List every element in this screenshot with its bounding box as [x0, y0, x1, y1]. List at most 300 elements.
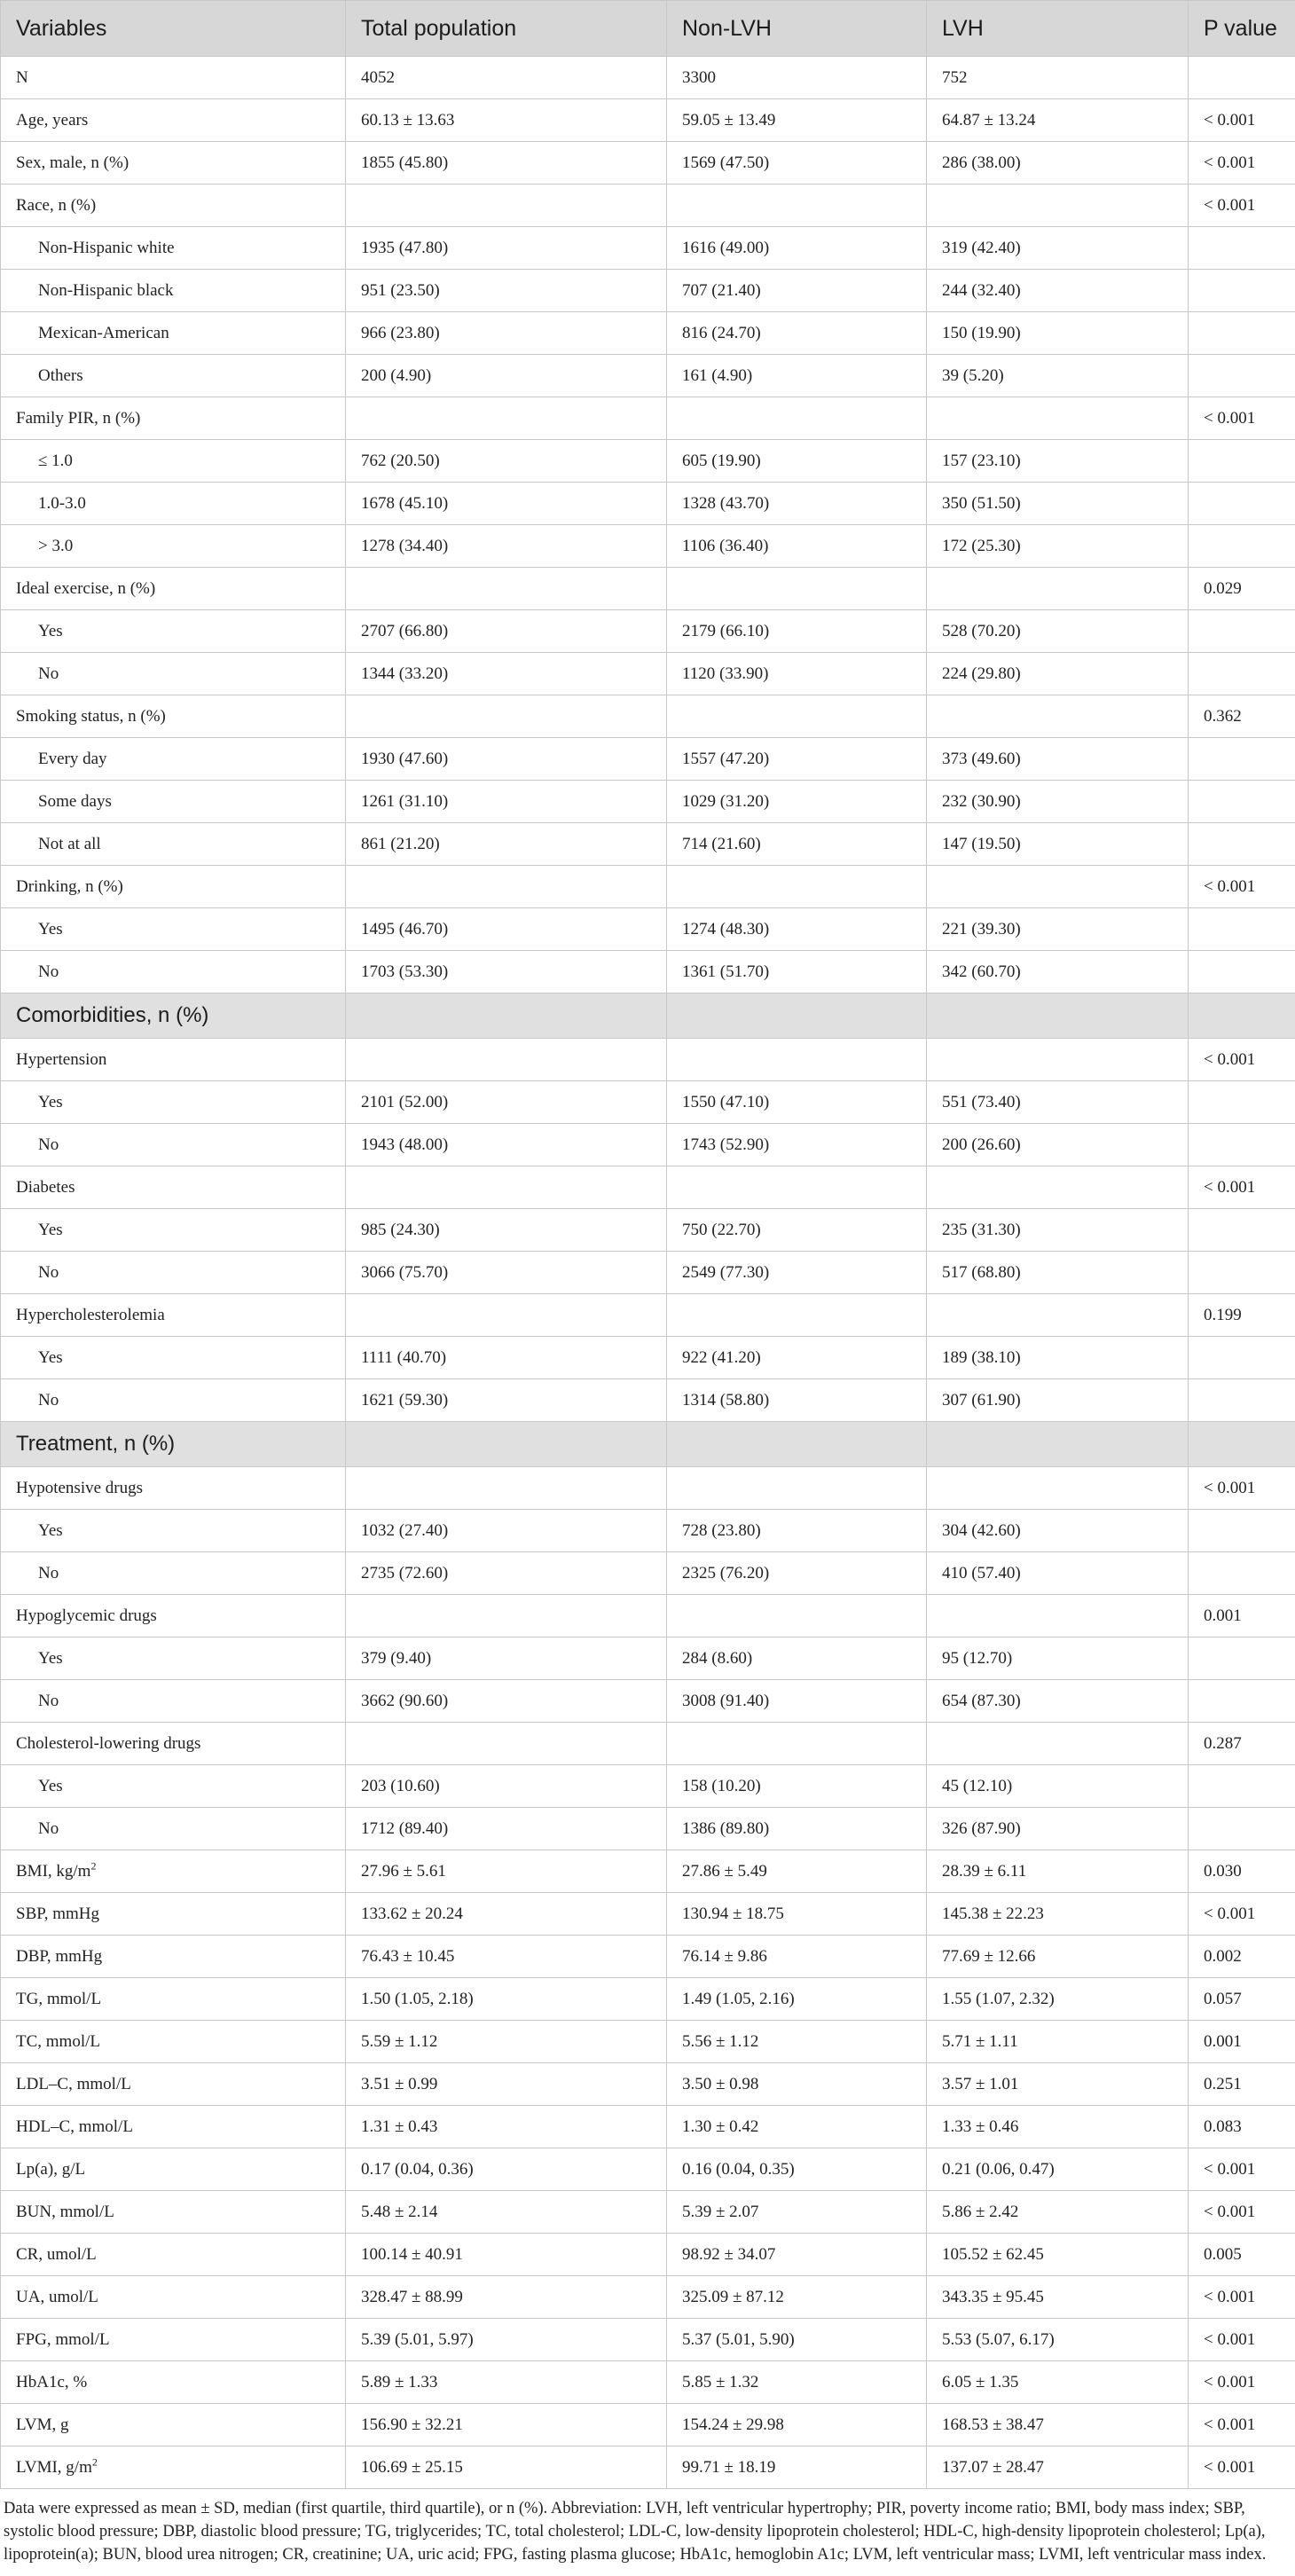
cell-text: 1386 (89.80)	[682, 1818, 770, 1838]
table-row	[1, 2446, 1295, 2489]
cell-text: No	[38, 1818, 59, 1838]
cell-text: < 0.001	[1204, 110, 1256, 130]
cell-text: 189 (38.10)	[942, 1347, 1021, 1367]
cell-text: 200 (4.90)	[361, 365, 432, 385]
cell-text: Some days	[38, 791, 112, 811]
non-lvh-cell	[667, 610, 927, 653]
variable-cell	[1, 1422, 346, 1467]
cell-text: 64.87 ± 13.24	[942, 110, 1036, 130]
p-value-cell	[1189, 1850, 1295, 1893]
cell-text: 0.002	[1204, 1946, 1242, 1966]
variable-cell	[1, 2404, 346, 2446]
cell-text: Every day	[38, 749, 107, 768]
lvh-cell	[927, 695, 1189, 738]
table-row	[1, 1379, 1295, 1422]
p-value-cell	[1189, 1337, 1295, 1379]
lvh-cell	[927, 1422, 1189, 1467]
lvh-cell	[927, 1808, 1189, 1850]
table-row	[1, 1637, 1295, 1680]
variable-cell	[1, 2276, 346, 2319]
non-lvh-cell	[667, 2234, 927, 2276]
total-population-cell	[346, 2191, 667, 2234]
cell-text: 2549 (77.30)	[682, 1262, 770, 1282]
non-lvh-cell	[667, 1422, 927, 1467]
table-row	[1, 2404, 1295, 2446]
non-lvh-cell	[667, 1850, 927, 1893]
non-lvh-cell	[667, 1081, 927, 1124]
variable-cell	[1, 397, 346, 440]
lvh-cell	[927, 908, 1189, 951]
cell-text: 3662 (90.60)	[361, 1691, 449, 1710]
cell-text: Drinking, n (%)	[16, 876, 123, 896]
cell-text: Yes	[38, 621, 63, 640]
non-lvh-cell	[667, 2191, 927, 2234]
variable-cell	[1, 781, 346, 823]
total-population-cell	[346, 2106, 667, 2148]
variable-cell	[1, 610, 346, 653]
cell-text: 137.07 ± 28.47	[942, 2457, 1044, 2477]
cell-text: 76.43 ± 10.45	[361, 1946, 455, 1966]
cell-text: UA, umol/L	[16, 2287, 98, 2306]
p-value-cell	[1189, 1808, 1295, 1850]
variable-cell	[1, 951, 346, 993]
cell-text: 0.005	[1204, 2244, 1242, 2264]
variable-cell	[1, 227, 346, 270]
total-population-cell	[346, 1978, 667, 2021]
variable-cell	[1, 483, 346, 525]
non-lvh-cell	[667, 993, 927, 1039]
variable-cell	[1, 1337, 346, 1379]
variable-cell	[1, 1637, 346, 1680]
cell-text: 76.14 ± 9.86	[682, 1946, 767, 1966]
unit-superscript: 2	[90, 1859, 97, 1873]
cell-text: HbA1c, %	[16, 2372, 88, 2391]
non-lvh-cell	[667, 1680, 927, 1723]
cell-text: 221 (39.30)	[942, 919, 1021, 939]
lvh-cell	[927, 738, 1189, 781]
total-population-cell	[346, 2021, 667, 2063]
cell-text: 5.56 ± 1.12	[682, 2031, 759, 2051]
cell-text: 77.69 ± 12.66	[942, 1946, 1036, 1966]
cell-text: 2101 (52.00)	[361, 1092, 449, 1111]
variable-cell	[1, 142, 346, 185]
variable-cell	[1, 2234, 346, 2276]
cell-text: 1930 (47.60)	[361, 749, 449, 768]
table-row	[1, 355, 1295, 397]
table-row	[1, 2148, 1295, 2191]
p-value-cell	[1189, 2191, 1295, 2234]
cell-text: DBP, mmHg	[16, 1946, 103, 1966]
non-lvh-cell	[667, 2148, 927, 2191]
cell-text: 1935 (47.80)	[361, 238, 449, 257]
lvh-cell	[927, 2021, 1189, 2063]
variable-cell	[1, 1379, 346, 1422]
table-row	[1, 1039, 1295, 1081]
variable-cell	[1, 1765, 346, 1808]
cell-text: 1274 (48.30)	[682, 919, 770, 939]
cell-text: < 0.001	[1204, 876, 1256, 896]
table-row	[1, 1850, 1295, 1893]
table-row	[1, 951, 1295, 993]
non-lvh-cell	[667, 397, 927, 440]
cell-text: 106.69 ± 25.15	[361, 2457, 463, 2477]
cell-text: 1.49 (1.05, 2.16)	[682, 1989, 795, 2008]
lvh-cell	[927, 1552, 1189, 1595]
cell-text: Yes	[38, 1220, 63, 1239]
cell-text: 350 (51.50)	[942, 493, 1021, 513]
cell-text: < 0.001	[1204, 195, 1256, 215]
variable-cell	[1, 1209, 346, 1252]
cell-text: 150 (19.90)	[942, 323, 1021, 342]
variable-cell	[1, 185, 346, 227]
cell-text: 5.71 ± 1.11	[942, 2031, 1018, 2051]
cell-text: 5.39 ± 2.07	[682, 2202, 759, 2221]
cell-text: 1943 (48.00)	[361, 1135, 449, 1154]
cell-text: 60.13 ± 13.63	[361, 110, 455, 130]
table-row	[1, 142, 1295, 185]
cell-text: Sex, male, n (%)	[16, 153, 130, 172]
cell-text: 5.85 ± 1.32	[682, 2372, 759, 2391]
cell-text: 0.287	[1204, 1733, 1242, 1753]
cell-text: 2707 (66.80)	[361, 621, 449, 640]
cell-text: 1361 (51.70)	[682, 962, 770, 981]
total-population-cell	[346, 1680, 667, 1723]
lvh-cell	[927, 1680, 1189, 1723]
total-population-cell	[346, 1893, 667, 1936]
non-lvh-cell	[667, 1765, 927, 1808]
p-value-cell	[1189, 227, 1295, 270]
total-population-cell	[346, 908, 667, 951]
total-population-cell	[346, 1166, 667, 1209]
total-population-cell	[346, 1337, 667, 1379]
cell-text: 1029 (31.20)	[682, 791, 770, 811]
non-lvh-cell	[667, 2021, 927, 2063]
cell-text: 2179 (66.10)	[682, 621, 770, 640]
variable-cell	[1, 2106, 346, 2148]
cell-text: 5.89 ± 1.33	[361, 2372, 438, 2391]
cell-text: 1.30 ± 0.42	[682, 2117, 759, 2136]
p-value-cell	[1189, 440, 1295, 483]
cell-text: Family PIR, n (%)	[16, 408, 141, 428]
table-row	[1, 227, 1295, 270]
cell-text: Yes	[38, 1092, 63, 1111]
total-population-cell	[346, 823, 667, 866]
table-row	[1, 1723, 1295, 1765]
cell-text: 232 (30.90)	[942, 791, 1021, 811]
cell-text: Smoking status, n (%)	[16, 706, 166, 726]
cell-text: 0.21 (0.06, 0.47)	[942, 2159, 1055, 2179]
total-population-cell	[346, 2063, 667, 2106]
table-row	[1, 1081, 1295, 1124]
non-lvh-cell	[667, 823, 927, 866]
variable-cell	[1, 1808, 346, 1850]
header-total-population: Total population	[346, 1, 667, 57]
total-population-cell	[346, 993, 667, 1039]
lvh-cell	[927, 1209, 1189, 1252]
cell-text: 98.92 ± 34.07	[682, 2244, 776, 2264]
cell-text: 373 (49.60)	[942, 749, 1021, 768]
cell-text: 1569 (47.50)	[682, 153, 770, 172]
table-row	[1, 185, 1295, 227]
table-row	[1, 653, 1295, 695]
cell-text: 235 (31.30)	[942, 1220, 1021, 1239]
lvh-cell	[927, 2063, 1189, 2106]
lvh-cell	[927, 185, 1189, 227]
total-population-cell	[346, 185, 667, 227]
table-row	[1, 2063, 1295, 2106]
cell-text: 4052	[361, 67, 395, 87]
lvh-cell	[927, 823, 1189, 866]
total-population-cell	[346, 142, 667, 185]
total-population-cell	[346, 653, 667, 695]
table-body	[1, 57, 1295, 2489]
cell-text: 200 (26.60)	[942, 1135, 1021, 1154]
p-value-cell	[1189, 1081, 1295, 1124]
variable-cell	[1, 568, 346, 610]
p-value-cell	[1189, 866, 1295, 908]
non-lvh-cell	[667, 1039, 927, 1081]
cell-text: < 0.001	[1204, 1177, 1256, 1197]
p-value-cell	[1189, 397, 1295, 440]
variable-cell	[1, 738, 346, 781]
cell-text: 728 (23.80)	[682, 1520, 761, 1540]
non-lvh-cell	[667, 1595, 927, 1637]
p-value-cell	[1189, 355, 1295, 397]
total-population-cell	[346, 440, 667, 483]
table-row	[1, 1680, 1295, 1723]
p-value-cell	[1189, 1893, 1295, 1936]
non-lvh-cell	[667, 1294, 927, 1337]
table-row	[1, 57, 1295, 99]
cell-text: < 0.001	[1204, 2329, 1256, 2349]
lvh-cell	[927, 57, 1189, 99]
cell-text: < 0.001	[1204, 1478, 1256, 1497]
table-row	[1, 99, 1295, 142]
p-value-cell	[1189, 312, 1295, 355]
cell-text: 307 (61.90)	[942, 1390, 1021, 1410]
non-lvh-cell	[667, 483, 927, 525]
p-value-cell	[1189, 142, 1295, 185]
total-population-cell	[346, 1422, 667, 1467]
section-header-row	[1, 993, 1295, 1039]
lvh-cell	[927, 1252, 1189, 1294]
cell-text: 3008 (91.40)	[682, 1691, 770, 1710]
table-row	[1, 1552, 1295, 1595]
cell-text: N	[16, 67, 28, 87]
total-population-cell	[346, 1209, 667, 1252]
p-value-cell	[1189, 1637, 1295, 1680]
cell-text: Yes	[38, 1347, 63, 1367]
total-population-cell	[346, 781, 667, 823]
cell-text: < 0.001	[1204, 2202, 1256, 2221]
non-lvh-cell	[667, 2404, 927, 2446]
cell-text: 154.24 ± 29.98	[682, 2415, 784, 2434]
cell-text: < 0.001	[1204, 2287, 1256, 2306]
variable-cell	[1, 2191, 346, 2234]
variable-cell	[1, 993, 346, 1039]
table-row	[1, 440, 1295, 483]
cell-text: Yes	[38, 1520, 63, 1540]
variable-cell	[1, 1294, 346, 1337]
variable-cell	[1, 1166, 346, 1209]
cell-text: CR, umol/L	[16, 2244, 97, 2264]
p-value-cell	[1189, 2234, 1295, 2276]
variable-cell	[1, 866, 346, 908]
cell-text: No	[38, 962, 59, 981]
cell-text: 3.51 ± 0.99	[361, 2074, 438, 2093]
table-row	[1, 1595, 1295, 1637]
table-row	[1, 568, 1295, 610]
cell-text: 1.50 (1.05, 2.18)	[361, 1989, 474, 2008]
non-lvh-cell	[667, 951, 927, 993]
cell-text: 100.14 ± 40.91	[361, 2244, 463, 2264]
cell-text: Age, years	[16, 110, 89, 130]
p-value-cell	[1189, 1936, 1295, 1978]
table-row	[1, 312, 1295, 355]
variable-cell	[1, 2446, 346, 2489]
cell-text: 654 (87.30)	[942, 1691, 1021, 1710]
non-lvh-cell	[667, 1124, 927, 1166]
p-value-cell	[1189, 1294, 1295, 1337]
variable-cell	[1, 440, 346, 483]
cell-text: 27.96 ± 5.61	[361, 1861, 446, 1881]
p-value-cell	[1189, 185, 1295, 227]
cell-text: No	[38, 1563, 59, 1583]
lvh-cell	[927, 1510, 1189, 1552]
cell-text: 762 (20.50)	[361, 451, 440, 470]
non-lvh-cell	[667, 2063, 927, 2106]
cell-text: 410 (57.40)	[942, 1563, 1021, 1583]
p-value-cell	[1189, 1765, 1295, 1808]
non-lvh-cell	[667, 270, 927, 312]
cell-text: 133.62 ± 20.24	[361, 1904, 463, 1923]
total-population-cell	[346, 525, 667, 568]
cell-text: No	[38, 664, 59, 683]
cell-text: 1261 (31.10)	[361, 791, 449, 811]
non-lvh-cell	[667, 2446, 927, 2489]
cell-text: 951 (23.50)	[361, 280, 440, 300]
lvh-cell	[927, 1337, 1189, 1379]
p-value-cell	[1189, 99, 1295, 142]
total-population-cell	[346, 1765, 667, 1808]
cell-text: 2735 (72.60)	[361, 1563, 449, 1583]
total-population-cell	[346, 1294, 667, 1337]
table-row	[1, 1467, 1295, 1510]
cell-text: BUN, mmol/L	[16, 2202, 114, 2221]
cell-text: 517 (68.80)	[942, 1262, 1021, 1282]
cell-text: 0.057	[1204, 1989, 1242, 2008]
cell-text: Lp(a), g/L	[16, 2159, 86, 2179]
total-population-cell	[346, 2319, 667, 2361]
variable-cell	[1, 312, 346, 355]
lvh-cell	[927, 568, 1189, 610]
cell-text: 145.38 ± 22.23	[942, 1904, 1044, 1923]
non-lvh-cell	[667, 695, 927, 738]
cell-text: 1344 (33.20)	[361, 664, 449, 683]
cell-text: < 0.001	[1204, 408, 1256, 428]
cell-text: 551 (73.40)	[942, 1092, 1021, 1111]
cell-text: 528 (70.20)	[942, 621, 1021, 640]
cell-text: 714 (21.60)	[682, 834, 761, 853]
cell-text: 28.39 ± 6.11	[942, 1861, 1027, 1881]
p-value-cell	[1189, 1422, 1295, 1467]
total-population-cell	[346, 2276, 667, 2319]
total-population-cell	[346, 695, 667, 738]
cell-text: Diabetes	[16, 1177, 75, 1197]
total-population-cell	[346, 1595, 667, 1637]
lvh-cell	[927, 312, 1189, 355]
cell-text: < 0.001	[1204, 2415, 1256, 2434]
cell-text: 105.52 ± 62.45	[942, 2244, 1044, 2264]
p-value-cell	[1189, 2148, 1295, 2191]
cell-text: Treatment, n (%)	[16, 1432, 176, 1456]
variable-cell	[1, 1124, 346, 1166]
total-population-cell	[346, 568, 667, 610]
cell-text: 158 (10.20)	[682, 1776, 761, 1795]
total-population-cell	[346, 2361, 667, 2404]
cell-text: 1278 (34.40)	[361, 536, 449, 555]
cell-text: Yes	[38, 1776, 63, 1795]
p-value-cell	[1189, 2446, 1295, 2489]
variable-cell	[1, 2319, 346, 2361]
cell-text: Hypoglycemic drugs	[16, 1606, 157, 1625]
cell-text: Non-Hispanic white	[38, 238, 175, 257]
cell-text: 6.05 ± 1.35	[942, 2372, 1019, 2391]
non-lvh-cell	[667, 1510, 927, 1552]
p-value-cell	[1189, 1595, 1295, 1637]
non-lvh-cell	[667, 2106, 927, 2148]
cell-text: 0.029	[1204, 578, 1242, 598]
lvh-cell	[927, 2404, 1189, 2446]
variable-cell	[1, 1893, 346, 1936]
non-lvh-cell	[667, 525, 927, 568]
cell-text: 304 (42.60)	[942, 1520, 1021, 1540]
non-lvh-cell	[667, 99, 927, 142]
cell-text: 1.33 ± 0.46	[942, 2117, 1019, 2136]
p-value-cell	[1189, 2063, 1295, 2106]
lvh-cell	[927, 653, 1189, 695]
table-row	[1, 823, 1295, 866]
non-lvh-cell	[667, 1379, 927, 1422]
cell-text: 1328 (43.70)	[682, 493, 770, 513]
p-value-cell	[1189, 1209, 1295, 1252]
p-value-cell	[1189, 1124, 1295, 1166]
non-lvh-cell	[667, 185, 927, 227]
header-variables: Variables	[1, 1, 346, 57]
variable-cell	[1, 2021, 346, 2063]
cell-text: 1855 (45.80)	[361, 153, 449, 172]
p-value-cell	[1189, 568, 1295, 610]
p-value-cell	[1189, 823, 1295, 866]
lvh-cell	[927, 1850, 1189, 1893]
cell-text: Ideal exercise, n (%)	[16, 578, 156, 598]
total-population-cell	[346, 1039, 667, 1081]
table-row	[1, 695, 1295, 738]
non-lvh-cell	[667, 142, 927, 185]
lvh-cell	[927, 270, 1189, 312]
cell-text: 326 (87.90)	[942, 1818, 1021, 1838]
lvh-cell	[927, 993, 1189, 1039]
cell-text: 1111 (40.70)	[361, 1347, 447, 1367]
cell-text: No	[38, 1262, 59, 1282]
non-lvh-cell	[667, 908, 927, 951]
variable-cell	[1, 908, 346, 951]
cell-text: 861 (21.20)	[361, 834, 440, 853]
cell-text: 922 (41.20)	[682, 1347, 761, 1367]
total-population-cell	[346, 2148, 667, 2191]
cell-text: No	[38, 1691, 59, 1710]
table-row	[1, 1124, 1295, 1166]
